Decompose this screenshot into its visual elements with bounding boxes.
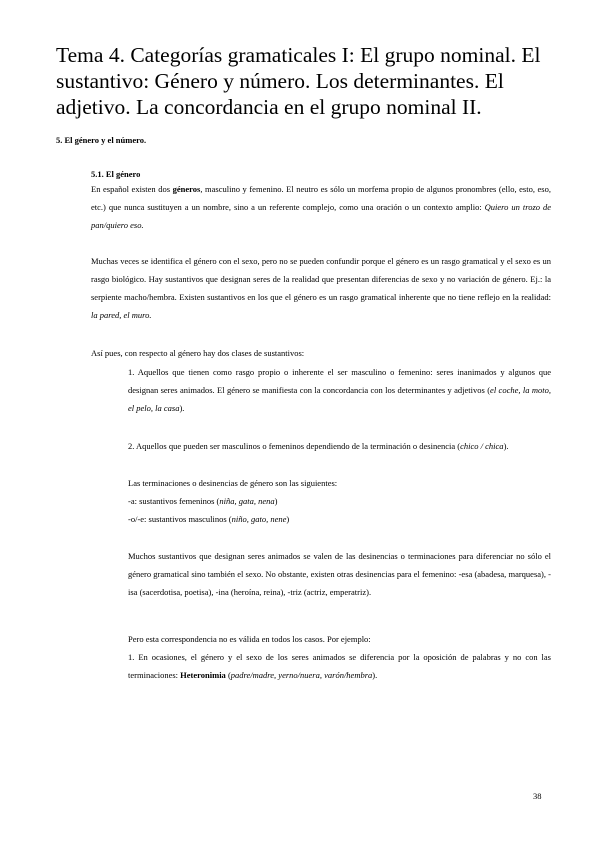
paragraph-gender-vs-sex (91, 252, 551, 324)
text-run: -a: sustantivos femeninos ( (128, 496, 220, 506)
ending-masculine (128, 510, 551, 528)
text-run: ) (274, 496, 278, 506)
bold-term-generos: géneros (172, 184, 201, 194)
paragraph-endings-intro: Las terminaciones o desinencias de género son las siguientes: (128, 478, 338, 488)
paragraph-other-endings: Muchos sustantivos que designan seres animados se valen de las desinencias o terminaciones para diferenciar no sólo el género gramatical sino también el sexo. No obstante, existen otras desinencias para el femenino: -esa (abadesa, marquesa), -isa (sacerdotisa, poetisa), -ina (heroína, reina), -triz (actriz, emperatriz). (128, 551, 551, 597)
text-run: En español existen dos (91, 184, 173, 194)
paragraph-gender-intro (91, 180, 551, 234)
subsection-heading: 5.1. El género (91, 169, 141, 179)
italic-example: niña, gata, nena (219, 496, 275, 506)
paragraph-exceptions-intro: Pero esta correspondencia no es válida en todos los casos. Por ejemplo: (128, 634, 371, 644)
page-title: Tema 4. Categorías gramaticales I: El grupo nominal. El sustantivo: Género y número. Los determinantes. El adjetivo. La concordancia en el grupo nominal II. (56, 43, 541, 119)
section-heading: 5. El género y el número. (56, 135, 147, 145)
text-run: ( (225, 670, 231, 680)
paragraph-two-classes: Así pues, con respecto al género hay dos clases de sustantivos: (91, 348, 305, 358)
list-item-variable-gender (128, 437, 551, 455)
italic-example: padre/madre, yerno/nuera, varón/hembra (230, 670, 373, 680)
ending-feminine (128, 492, 551, 510)
text-run: ). (179, 403, 185, 413)
text-run: -o/-e: sustantivos masculinos ( (128, 514, 232, 524)
italic-example: la pared, el muro. (91, 310, 152, 320)
italic-example: el coche, la moto, el pelo, la casa (128, 385, 551, 413)
text-run: ). (503, 441, 509, 451)
list-item-inherent-gender (128, 363, 551, 417)
page-number: 38 (533, 791, 542, 801)
italic-example: Quiero un trozo de pan/quiero eso. (91, 202, 552, 230)
list-item-heteronimia (128, 648, 551, 684)
text-run: ). (372, 670, 378, 680)
italic-example: niño, gato, nene (231, 514, 287, 524)
bold-term-heteronimia: Heteronimia (180, 670, 226, 680)
text-run: ) (286, 514, 290, 524)
text-run: , masculino y femenino. El neutro es sólo un morfema propio de algunos pronombres (ello, esto, eso, etc.) que nunca sustituyen a un nombre, sino a un referente complejo, como una oración o un contexto amplio: (91, 184, 551, 212)
text-run: 1. Aquellos que tienen como rasgo propio o inherente el ser masculino o femenino: seres inanimados y algunos que designan seres animados. El género se manifiesta con la concordancia con los determinantes y adjetivos ( (128, 367, 551, 395)
text-run: 1. En ocasiones, el género y el sexo de los seres animados se diferencia por la oposición de palabras y no con las terminaciones: (128, 652, 551, 680)
italic-example: chico / chica (460, 441, 504, 451)
text-run: Muchas veces se identifica el género con el sexo, pero no se pueden confundir porque el género es un rasgo gramatical y el sexo es un rasgo biológico. Hay sustantivos que designan seres de la realidad que presentan diferencias de sexo y no variación de género. Ej.: la serpiente macho/hembra. Existen sustantivos en los que el género es un rasgo gramatical inherente que no tiene reflejo en la realidad: (91, 256, 551, 302)
text-run: 2. Aquellos que pueden ser masculinos o femeninos dependiendo de la terminación o desinencia ( (128, 441, 461, 451)
